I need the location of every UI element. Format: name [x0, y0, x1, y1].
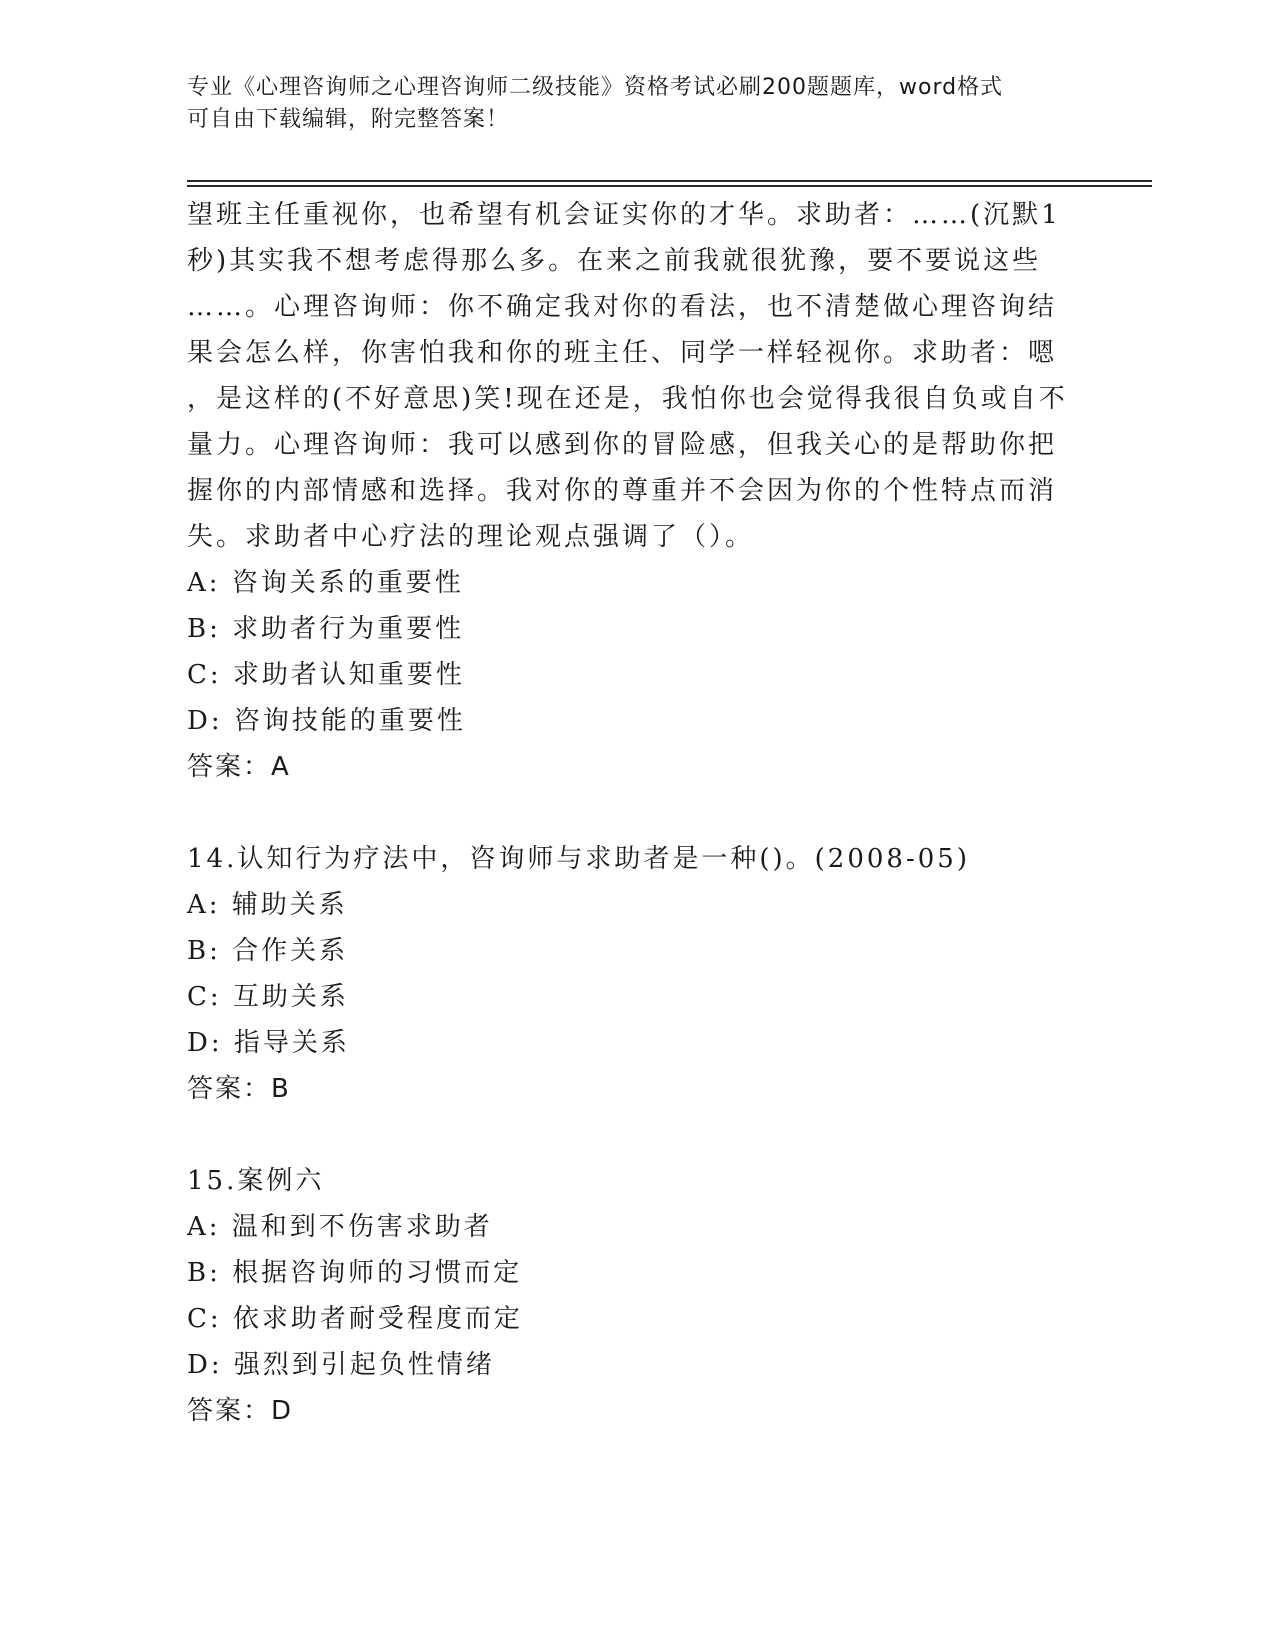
spacer [187, 1112, 1087, 1158]
question-13-line: 量力。心理咨询师：我可以感到你的冒险感，但我关心的是帮助你把 [187, 430, 1058, 460]
header-line-2: 可自由下载编辑，附完整答案！ [187, 107, 510, 132]
question-15-option-b: B: 根据咨询师的习惯而定 [187, 1258, 523, 1288]
question-13-option-b: B: 求助者行为重要性 [187, 614, 465, 644]
question-13-answer: 答案：A [187, 752, 291, 782]
question-15-option-a: A: 温和到不伤害求助者 [187, 1212, 493, 1242]
question-14-option-b: B: 合作关系 [187, 936, 349, 966]
question-13-line: 望班主任重视你，也希望有机会证实你的才华。求助者：……(沉默1 [187, 200, 1061, 230]
header-line-1: 专业《心理咨询师之心理咨询师二级技能》资格考试必刷200题题库，word格式 [187, 75, 1004, 100]
question-15-option-d: D: 强烈到引起负性情绪 [187, 1350, 495, 1380]
question-content [187, 192, 1087, 1434]
question-13-line: 果会怎么样，你害怕我和你的班主任、同学一样轻视你。求助者：嗯 [187, 338, 1058, 368]
header-divider-bottom [187, 185, 1152, 187]
question-13-text [187, 192, 1087, 560]
question-13-option-c: C: 求助者认知重要性 [187, 660, 465, 690]
question-15-answer: 答案：D [187, 1396, 294, 1426]
question-14-option-c: C: 互助关系 [187, 982, 349, 1012]
question-15-title: 15.案例六 [187, 1166, 325, 1196]
question-13-line: 秒)其实我不想考虑得那么多。在来之前我就很犹豫，要不要说这些 [187, 246, 1042, 276]
question-13-line: 握你的内部情感和选择。我对你的尊重并不会因为你的个性特点而消 [187, 476, 1058, 506]
question-13-line: ，是这样的(不好意思)笑!现在还是，我怕你也会觉得我很自负或自不 [187, 384, 1068, 414]
question-14-option-d: D: 指导关系 [187, 1028, 350, 1058]
question-13-line: ……。心理咨询师：你不确定我对你的看法，也不清楚做心理咨询结 [187, 292, 1058, 322]
question-14-option-a: A: 辅助关系 [187, 890, 348, 920]
document-header [187, 72, 1087, 136]
question-14-answer: 答案：B [187, 1074, 291, 1104]
spacer [187, 790, 1087, 836]
question-14-title: 14.认知行为疗法中，咨询师与求助者是一种()。(2008-05) [187, 844, 970, 874]
question-13-option-d: D: 咨询技能的重要性 [187, 706, 466, 736]
question-13-option-a: A: 咨询关系的重要性 [187, 568, 464, 598]
question-15-option-c: C: 依求助者耐受程度而定 [187, 1304, 523, 1334]
question-13-line: 失。求助者中心疗法的理论观点强调了（）。 [187, 522, 755, 552]
header-divider-top [187, 180, 1152, 182]
